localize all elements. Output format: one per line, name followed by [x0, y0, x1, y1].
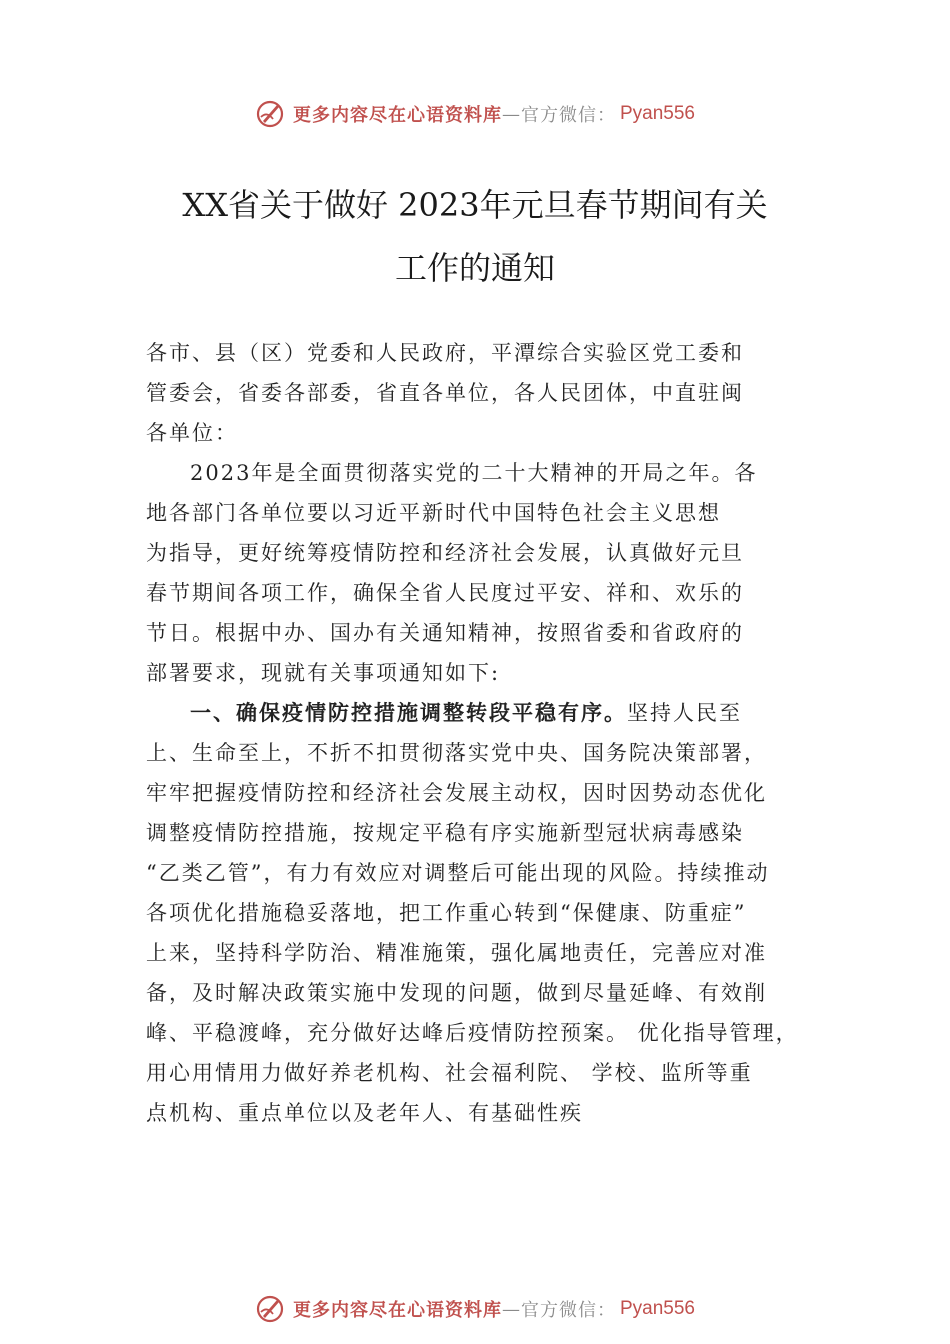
banner-dash: —: [501, 1298, 521, 1320]
footer-banner: [0, 1289, 950, 1329]
paragraph-line: 点机构、重点单位以及老年人、有基础性疾: [146, 1101, 583, 1125]
paragraph-line: 牢牢把握疫情防控和经济社会发展主动权，因时因势动态优化: [146, 781, 767, 805]
salutation-line: 各单位：: [146, 421, 238, 445]
header-banner: [0, 94, 950, 134]
banner-main-text: 更多内容尽在心语资料库: [292, 1300, 502, 1321]
paragraph-line: 峰、平稳渡峰，充分做好达峰后疫情防控预案。 优化指导管理，: [146, 1021, 799, 1045]
paragraph-line: 节日。根据中办、国办有关通知精神，按照省委和省政府的: [146, 621, 744, 645]
paragraph-line: 上、生命至上，不折不扣贯彻落实党中央、国务院决策部署，: [146, 741, 767, 765]
banner-wechat-id: Pyan556: [619, 103, 695, 124]
document-title-line-1: XX省关于做好 2023年元旦春节期间有关: [182, 186, 768, 224]
paragraph-line: 用心用情用力做好养老机构、社会福利院、 学校、监所等重: [146, 1061, 753, 1085]
banner-main-text: 更多内容尽在心语资料库: [292, 105, 502, 126]
pen-seal-logo-icon: [255, 99, 285, 129]
banner-wechat-label: 官方微信：: [520, 105, 616, 126]
banner-wechat-id: Pyan556: [619, 1298, 695, 1319]
paragraph-line: 各项优化措施稳妥落地，把工作重心转到“保健康、防重症”: [146, 901, 747, 925]
paragraph-line: 调整疫情防控措施，按规定平稳有序实施新型冠状病毒感染: [146, 821, 744, 845]
paragraph-line: 地各部门各单位要以习近平新时代中国特色社会主义思想: [146, 501, 721, 525]
paragraph-line: 上来，坚持科学防治、精准施策，强化属地责任，完善应对准: [146, 941, 767, 965]
section-first-line-text: 坚持人民至: [627, 701, 742, 725]
salutation-line: 管委会，省委各部委，省直各单位，各人民团体，中直驻闽: [146, 381, 744, 405]
pen-seal-logo-icon: [255, 1294, 285, 1324]
document-title-line-2: 工作的通知: [394, 249, 555, 287]
section-heading-line: [190, 698, 742, 728]
paragraph-line: 春节期间各项工作，确保全省人民度过平安、祥和、欢乐的: [146, 581, 744, 605]
salutation-line: 各市、县（区）党委和人民政府，平潭综合实验区党工委和: [146, 341, 744, 365]
paragraph-line: 部署要求，现就有关事项通知如下:: [146, 661, 501, 685]
paragraph-line: “乙类乙管”，有力有效应对调整后可能出现的风险。持续推动: [146, 861, 770, 885]
section-heading: 一、确保疫情防控措施调整转段平稳有序。: [190, 701, 627, 725]
paragraph-line: 为指导，更好统筹疫情防控和经济社会发展，认真做好元旦: [146, 541, 744, 565]
paragraph-line: 备，及时解决政策实施中发现的问题，做到尽量延峰、有效削: [146, 981, 767, 1005]
banner-wechat-label: 官方微信：: [520, 1300, 616, 1321]
paragraph-line: 2023年是全面贯彻落实党的二十大精神的开局之年。各: [190, 461, 758, 485]
banner-dash: —: [501, 103, 521, 125]
